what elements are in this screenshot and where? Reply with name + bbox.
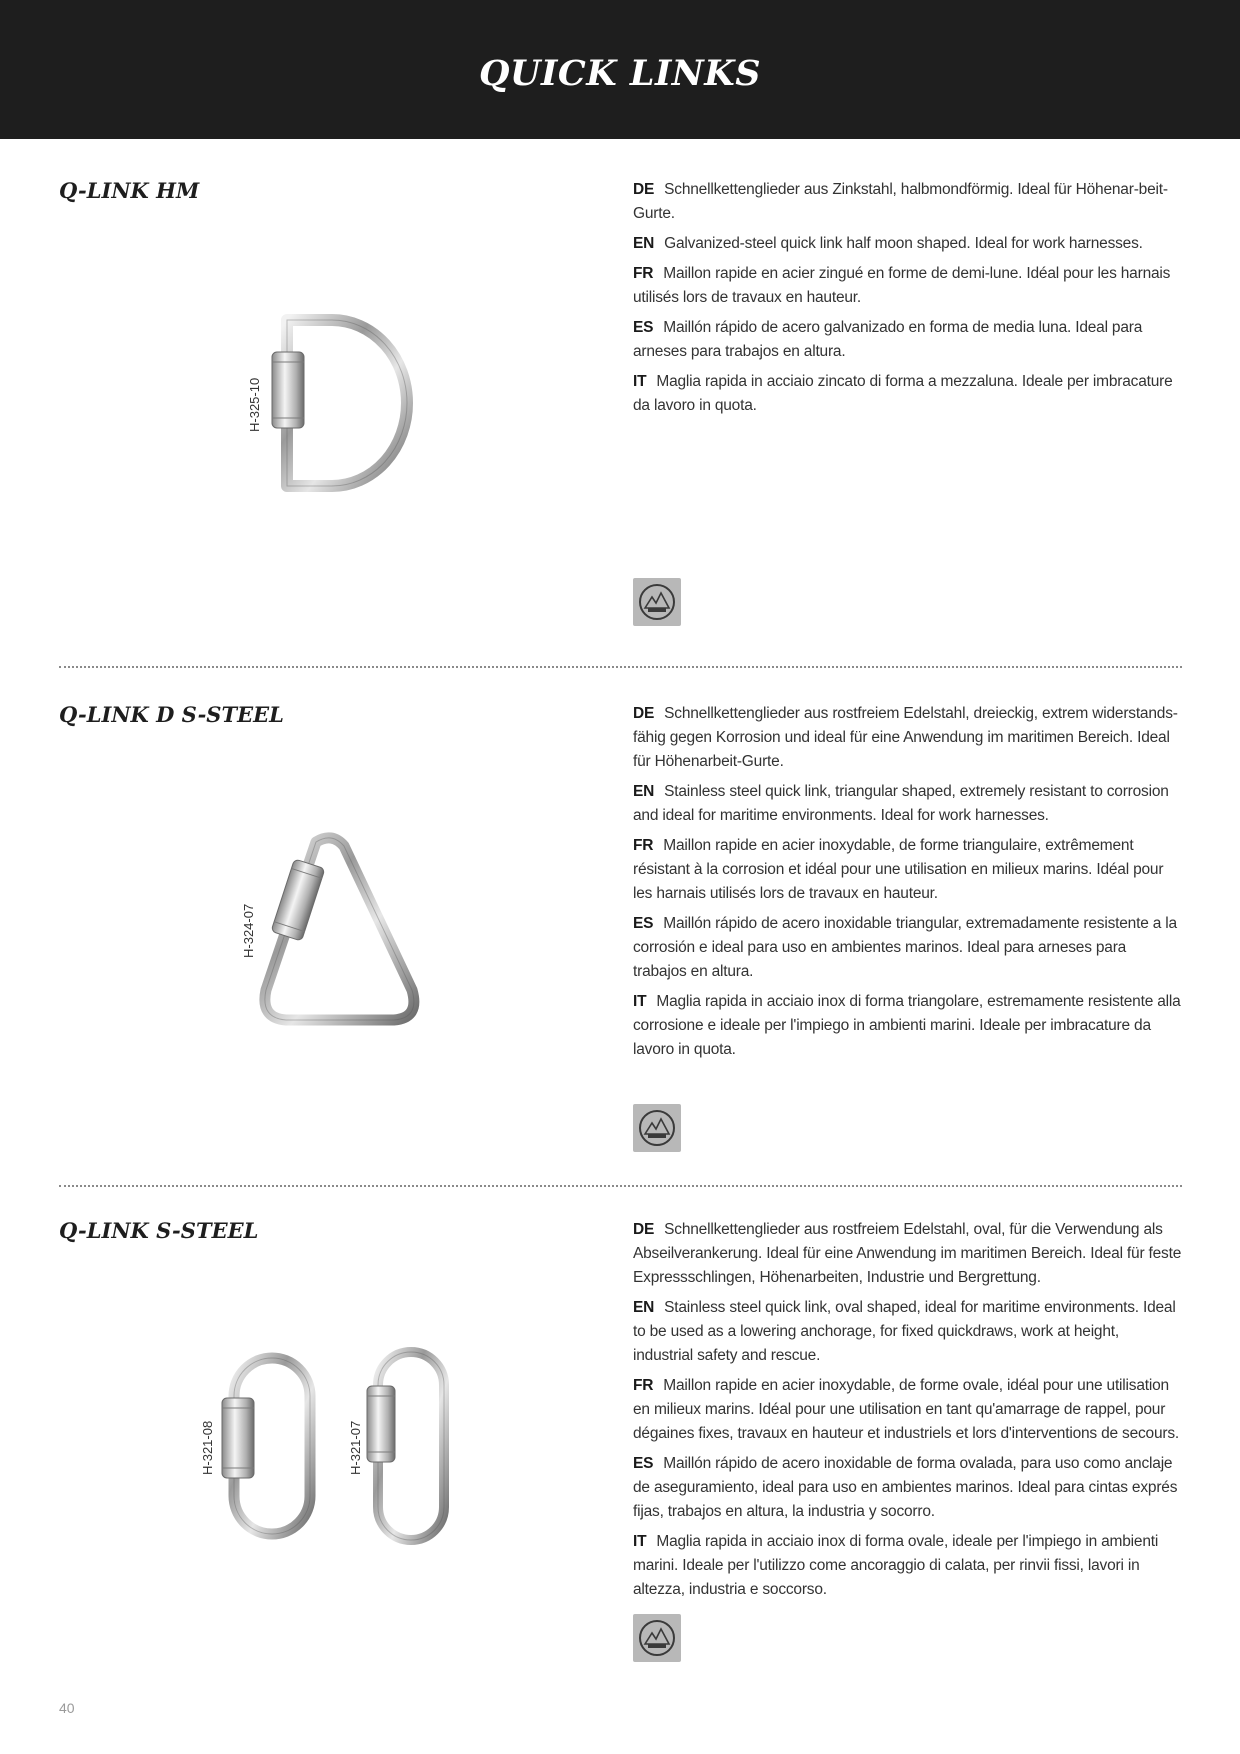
page-title: QUICK LINKS [478,53,761,94]
page-header [0,0,1240,139]
product-name: Q-LINK HM [59,178,200,203]
section-divider [59,1185,1182,1187]
product-code: H-324-07 [241,903,256,958]
description-en: EN Stainless steel quick link, triangular shaped, extremely resistant to corrosion and ideal for maritime environments. Ideal for work harnesses. [633,783,1169,824]
uiaa-certification-icon [633,1614,681,1662]
product-description [633,1218,1183,1608]
description-fr: FR Maillon rapide en acier inoxydable, de forme triangulaire, extrêmement résistant à la corrosion et idéal pour une utilisation en milieux marins. Idéal pour les harnais utilisés lors de travaux en hauteur. [633,837,1164,902]
description-it: IT Maglia rapida in acciaio inox di forma ovale, ideale per l'impiego in ambienti marini. Ideale per l'utilizzo come ancoraggio di calata, per rinvii fissi, lavori in altezza, industria e soccorso. [633,1533,1159,1598]
triangular-quick-link-image [254,830,424,1030]
description-en: EN Galvanized-steel quick link half moon shaped. Ideal for work harnesses. [633,235,1143,252]
description-de: DE Schnellkettenglieder aus Zinkstahl, halbmondförmig. Ideal für Höhenar-beit-Gurte. [633,181,1168,222]
product-description [633,178,1183,424]
uiaa-certification-icon [633,1104,681,1152]
section-divider [59,666,1182,668]
description-es: ES Maillón rápido de acero galvanizado en forma de media luna. Ideal para arneses para trabajos en altura. [633,319,1143,360]
product-code: H-321-07 [348,1420,363,1475]
oval-quick-link-large-image [220,1352,320,1540]
half-moon-quick-link-image [262,302,422,504]
page-number: 40 [59,1700,75,1716]
description-it: IT Maglia rapida in acciaio zincato di forma a mezzaluna. Ideale per imbracature da lavoro in quota. [633,373,1173,414]
uiaa-certification-icon [633,578,681,626]
oval-quick-link-small-image [364,1346,456,1546]
description-fr: FR Maillon rapide en acier inoxydable, de forme ovale, idéal pour une utilisation en milieux marins. Idéal pour une utilisation en tant qu'amarrage de rappel, pour dégaines fixes, travaux en hauteur et industriels et lors d'interventions de secours. [633,1377,1179,1442]
description-en: EN Stainless steel quick link, oval shaped, ideal for maritime environments. Ideal to be used as a lowering anchorage, for fixed quickdraws, work at height, industrial safety and rescue. [633,1299,1176,1364]
product-code: H-321-08 [200,1420,215,1475]
product-description [633,702,1183,1068]
product-name: Q-LINK S-STEEL [59,1218,259,1243]
description-it: IT Maglia rapida in acciaio inox di forma triangolare, estremamente resistente alla corrosione e ideale per l'impiego in ambienti marini. Ideale per imbracature da lavoro in quota. [633,993,1181,1058]
description-es: ES Maillón rápido de acero inoxidable triangular, extremadamente resistente a la corrosión e ideal para uso en ambientes marinos. Ideal para arneses para trabajos en altura. [633,915,1177,980]
product-code: H-325-10 [247,377,262,432]
product-name: Q-LINK D S-STEEL [59,702,284,727]
description-es: ES Maillón rápido de acero inoxidable de forma ovalada, para uso como anclaje de aseguramiento, ideal para uso en ambientes marinos. Ideal para cintas exprés fijas, trabajos en altura, la industria y socorro. [633,1455,1178,1520]
description-fr: FR Maillon rapide en acier zingué en forme de demi-lune. Idéal pour les harnais utilisés lors de travaux en hauteur. [633,265,1171,306]
description-de: DE Schnellkettenglieder aus rostfreiem Edelstahl, oval, für die Verwendung als Abseilverankerung. Ideal für eine Anwendung im maritimen Bereich. Ideal für feste Expressschlingen, Höhenarbeiten, Industrie und Bergrettung. [633,1221,1182,1286]
description-de: DE Schnellkettenglieder aus rostfreiem Edelstahl, dreieckig, extrem widerstands-fähig gegen Korrosion und ideal für eine Anwendung im maritimen Bereich. Ideal für Höhenarbeit-Gurte. [633,705,1178,770]
